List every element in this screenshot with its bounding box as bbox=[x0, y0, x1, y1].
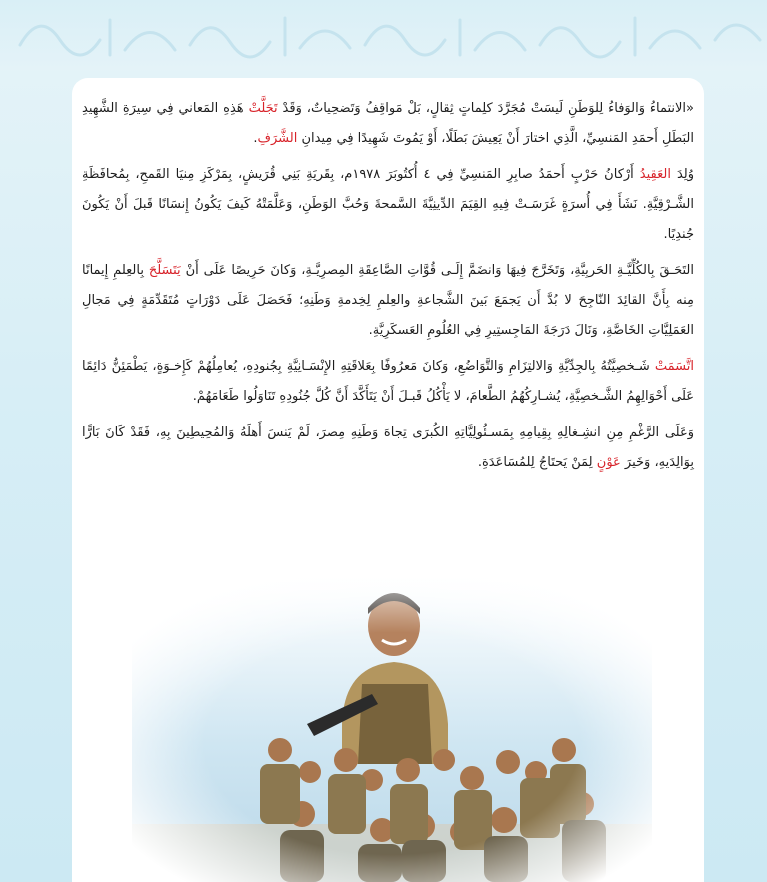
text-segment: أَرْكانُ حَرْبٍ أَحمَدُ صابِرِ المَنسِيِّ فِي ٤ أُكتُوبَرَ ١٩٧٨م، بِقَريَةِ بَنِي قُرَيشٍ، بِمَرْكَزِ مِنيَا القَمحِ، بِمُحافَظَةِ الشَّـرْقِيَّةِ. نَشَأَ فِي أُسرَةٍ غَرَسَـتْ فِيهِ القِيَمَ الدِّينِيَّةَ السَّمحةَ وَحُبَّ الوَطَنِ، وَعَلَّمَتْهُ كَيفَ يَكُونُ إِنسَانًا قَبلَ أَنْ يَكُونَ جُندِيًا. bbox=[82, 167, 694, 242]
text-segment: لِمَنْ يَحتَاجُ لِلمُسَاعَدَةِ. bbox=[477, 455, 597, 470]
highlighted-word: عَوْنٍ bbox=[596, 455, 621, 470]
arabic-calligraphy-pattern bbox=[0, 0, 767, 70]
soldiers-photo bbox=[132, 574, 652, 882]
highlighted-word: العَقِيدُ bbox=[639, 167, 671, 182]
highlighted-word: الشَّرَفِ bbox=[257, 131, 298, 146]
highlighted-word: يَتَسَلَّحَ bbox=[148, 263, 181, 278]
paragraph bbox=[82, 94, 694, 154]
text-segment: وُلِدَ bbox=[670, 167, 695, 182]
paragraph bbox=[82, 256, 694, 346]
paragraph bbox=[82, 160, 694, 250]
highlighted-word: اتَّسَمَتْ bbox=[654, 359, 694, 374]
text-segment: التَحَـقَ بِالكُلِّيَّـةِ الحَربِيَّةِ، وَتَخَرَّجَ فِيهَا وَانضَمَّ إِلَـى قُوَّاتِ الصَّاعِقَةِ المِصرِيَّـةِ، وَكانَ حَرِيصًا عَلَى أَنْ bbox=[180, 263, 694, 278]
content-card bbox=[72, 78, 704, 882]
text-segment: شَـخصِيَّتُهُ بِالجِدِّيَّةِ وَالالتِزَامِ وَالتَّوَاضُعِ، وَكانَ مَعرُوفًا بِعَلاقَتِهِ الإِنْسَـانِيَّةِ بِجُنودِهِ، يُعامِلُهُمْ كَإِخـوَةٍ، يَطْمَئِنُّ دَائِمًا عَلَى أَحْوَالِهِمُ الشَّـخصِيَّةِ، يُشـارِكُهُمُ الطَّعامَ، لا يَأْكُلُ قَبـلَ أَنْ يَتَأَكَّدَ أَنَّ كُلَّ جُنُودِهِ تَنَاوَلُوا طَعَامَهُمْ. bbox=[82, 359, 694, 404]
text-segment: . bbox=[253, 131, 258, 146]
text-segment: وَعَلَى الرَّغْمِ مِنِ انشِـغالِهِ بِقِيامِهِ بِمَسـئُولِيَّاتِهِ الكُبرَى تِجاهَ وَطَنِهِ مِصرَ، لَمْ يَنسَ أَهلَهُ وَالمُحِيطِينَ بِهِ، فَقَدْ كَانَ بَارًّا بِوَالِدَيهِ، وَخَيرَ bbox=[82, 425, 694, 470]
text-segment: هَذِهِ المَعاني فِي سِيرَةِ الشَّهِيدِ البَطَلِ أَحمَدِ المَنسِيِّ، الَّذِي اختارَ أَنْ يَعِيشَ بَطَلًا، أَوْ يَمُوتَ شَهِيدًا فِي مِيدانِ bbox=[82, 101, 694, 146]
highlighted-word: تَجَلَّتْ bbox=[248, 101, 278, 116]
decorative-header-pattern bbox=[0, 0, 767, 70]
paragraph bbox=[82, 352, 694, 412]
paragraph bbox=[82, 418, 694, 478]
text-segment: بِالعِلمِ إِيمانًا مِنه بِأَنَّ القائِدَ النّاجِحَ لا بُدَّ أَن يَجمَعَ بَينَ الشَّجاعةِ والعِلمِ لِخِدمةِ وَطَنِهِ؛ فَحَصَلَ عَلَى دَوْرَاتٍ مُتَقَدِّمَةٍ فِي مَجالِ العَمَلِيَّاتِ الخَاصَّةِ، وَنَالَ دَرَجَةَ المَاجِستِيرِ فِي العُلُومِ العَسكَرِيَّةِ. bbox=[82, 263, 694, 338]
text-segment: «الانتماءُ وَالوَفاءُ لِلوَطَنِ لَيسَتْ مُجَرَّدَ كلِماتٍ ثِقالٍ، بَلْ مَواقِفُ وَتَضحِياتٌ، وَقَدْ bbox=[277, 101, 694, 116]
article-text bbox=[82, 94, 694, 484]
